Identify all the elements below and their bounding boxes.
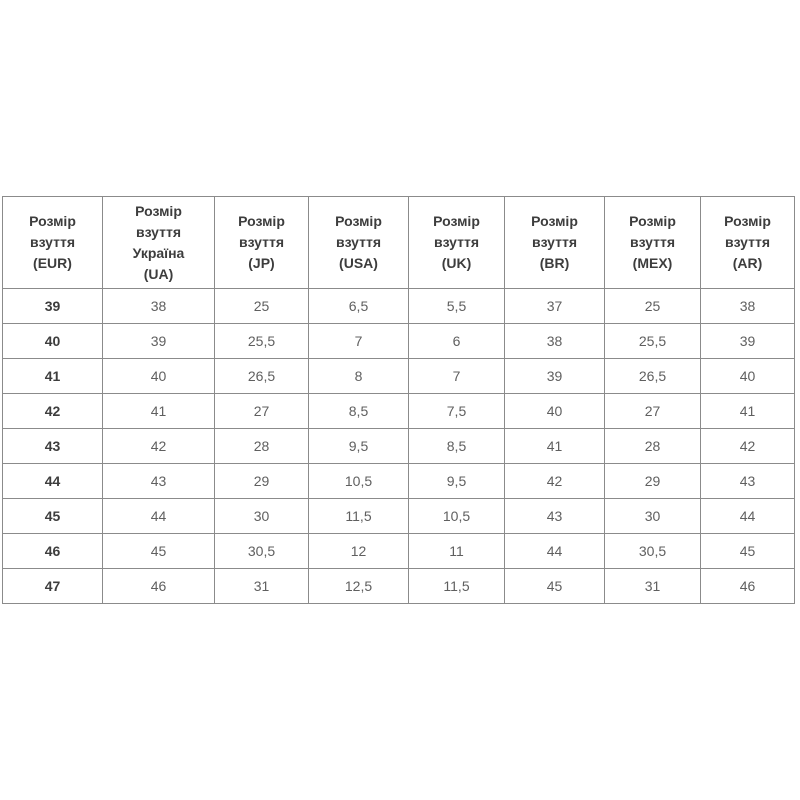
size-cell: 7,5 bbox=[409, 394, 505, 429]
size-cell: 42 bbox=[701, 429, 795, 464]
size-cell: 11,5 bbox=[409, 569, 505, 604]
column-header-mex bbox=[605, 197, 701, 289]
size-cell: 30,5 bbox=[605, 534, 701, 569]
size-cell: 29 bbox=[605, 464, 701, 499]
header-line: (USA) bbox=[339, 255, 378, 271]
table-row bbox=[3, 289, 795, 324]
table-row bbox=[3, 429, 795, 464]
size-cell: 38 bbox=[103, 289, 215, 324]
size-cell: 8,5 bbox=[309, 394, 409, 429]
size-cell: 30 bbox=[215, 499, 309, 534]
header-line: (EUR) bbox=[33, 255, 72, 271]
size-cell: 12 bbox=[309, 534, 409, 569]
header-line: Розмір bbox=[335, 213, 382, 229]
size-cell: 25 bbox=[605, 289, 701, 324]
size-cell: 38 bbox=[701, 289, 795, 324]
size-cell: 11,5 bbox=[309, 499, 409, 534]
size-cell: 5,5 bbox=[409, 289, 505, 324]
size-cell: 44 bbox=[701, 499, 795, 534]
size-cell: 39 bbox=[701, 324, 795, 359]
size-cell: 11 bbox=[409, 534, 505, 569]
table-body bbox=[3, 289, 795, 604]
size-cell: 25,5 bbox=[215, 324, 309, 359]
header-line: Розмір bbox=[531, 213, 578, 229]
table-row bbox=[3, 464, 795, 499]
size-cell: 10,5 bbox=[409, 499, 505, 534]
column-header-ar bbox=[701, 197, 795, 289]
size-cell: 28 bbox=[215, 429, 309, 464]
size-cell: 44 bbox=[505, 534, 605, 569]
size-cell: 30,5 bbox=[215, 534, 309, 569]
size-cell: 9,5 bbox=[309, 429, 409, 464]
size-cell: 26,5 bbox=[605, 359, 701, 394]
size-cell: 40 bbox=[701, 359, 795, 394]
size-cell: 27 bbox=[605, 394, 701, 429]
header-line: взуття bbox=[135, 223, 182, 240]
table-header bbox=[3, 197, 795, 289]
header-line: (MEX) bbox=[632, 255, 673, 271]
size-cell: 26,5 bbox=[215, 359, 309, 394]
column-header-usa bbox=[309, 197, 409, 289]
size-cell: 42 bbox=[103, 429, 215, 464]
size-cell: 39 bbox=[505, 359, 605, 394]
header-line: взуття bbox=[238, 234, 285, 250]
header-line: Розмір bbox=[135, 202, 182, 219]
header-line: Розмір bbox=[629, 213, 676, 229]
table-row bbox=[3, 534, 795, 569]
size-cell: 25 bbox=[215, 289, 309, 324]
eur-size-label: 44 bbox=[3, 464, 103, 499]
size-cell: 31 bbox=[605, 569, 701, 604]
size-cell: 45 bbox=[701, 534, 795, 569]
size-cell: 37 bbox=[505, 289, 605, 324]
size-cell: 7 bbox=[409, 359, 505, 394]
header-line: (BR) bbox=[539, 255, 570, 271]
size-cell: 43 bbox=[103, 464, 215, 499]
eur-size-label: 39 bbox=[3, 289, 103, 324]
eur-size-label: 40 bbox=[3, 324, 103, 359]
header-line: взуття bbox=[629, 234, 676, 250]
column-header-jp bbox=[215, 197, 309, 289]
size-cell: 45 bbox=[505, 569, 605, 604]
size-cell: 6,5 bbox=[309, 289, 409, 324]
header-line: взуття bbox=[29, 234, 76, 250]
eur-size-label: 41 bbox=[3, 359, 103, 394]
size-cell: 41 bbox=[103, 394, 215, 429]
size-cell: 7 bbox=[309, 324, 409, 359]
header-line: Україна bbox=[132, 244, 185, 261]
size-cell: 27 bbox=[215, 394, 309, 429]
column-header-eur bbox=[3, 197, 103, 289]
size-cell: 6 bbox=[409, 324, 505, 359]
size-cell: 30 bbox=[605, 499, 701, 534]
table-row bbox=[3, 569, 795, 604]
size-cell: 41 bbox=[505, 429, 605, 464]
size-cell: 42 bbox=[505, 464, 605, 499]
header-line: (UA) bbox=[143, 265, 174, 282]
size-cell: 45 bbox=[103, 534, 215, 569]
size-cell: 12,5 bbox=[309, 569, 409, 604]
size-cell: 43 bbox=[701, 464, 795, 499]
header-line: (AR) bbox=[732, 255, 763, 271]
size-cell: 40 bbox=[103, 359, 215, 394]
size-cell: 8 bbox=[309, 359, 409, 394]
size-cell: 25,5 bbox=[605, 324, 701, 359]
header-line: Розмір bbox=[724, 213, 771, 229]
size-cell: 44 bbox=[103, 499, 215, 534]
header-line: Розмір bbox=[433, 213, 480, 229]
eur-size-label: 43 bbox=[3, 429, 103, 464]
shoe-size-conversion-table bbox=[2, 196, 795, 604]
size-cell: 9,5 bbox=[409, 464, 505, 499]
column-header-uk bbox=[409, 197, 505, 289]
size-cell: 28 bbox=[605, 429, 701, 464]
header-line: Розмір bbox=[29, 213, 76, 229]
table-row bbox=[3, 394, 795, 429]
size-cell: 46 bbox=[103, 569, 215, 604]
table-row bbox=[3, 359, 795, 394]
eur-size-label: 45 bbox=[3, 499, 103, 534]
eur-size-label: 46 bbox=[3, 534, 103, 569]
size-cell: 8,5 bbox=[409, 429, 505, 464]
size-cell: 10,5 bbox=[309, 464, 409, 499]
header-line: взуття bbox=[433, 234, 480, 250]
size-cell: 46 bbox=[701, 569, 795, 604]
header-line: взуття bbox=[531, 234, 578, 250]
size-cell: 41 bbox=[701, 394, 795, 429]
eur-size-label: 42 bbox=[3, 394, 103, 429]
header-line: взуття bbox=[724, 234, 771, 250]
header-row bbox=[3, 197, 795, 289]
size-cell: 38 bbox=[505, 324, 605, 359]
column-header-br bbox=[505, 197, 605, 289]
column-header-ua bbox=[103, 197, 215, 289]
table-row bbox=[3, 499, 795, 534]
size-cell: 31 bbox=[215, 569, 309, 604]
header-line: Розмір bbox=[238, 213, 285, 229]
size-cell: 39 bbox=[103, 324, 215, 359]
size-cell: 29 bbox=[215, 464, 309, 499]
header-line: взуття bbox=[335, 234, 382, 250]
eur-size-label: 47 bbox=[3, 569, 103, 604]
size-cell: 40 bbox=[505, 394, 605, 429]
header-line: (UK) bbox=[441, 255, 472, 271]
table-row bbox=[3, 324, 795, 359]
header-line: (JP) bbox=[248, 255, 275, 271]
size-cell: 43 bbox=[505, 499, 605, 534]
